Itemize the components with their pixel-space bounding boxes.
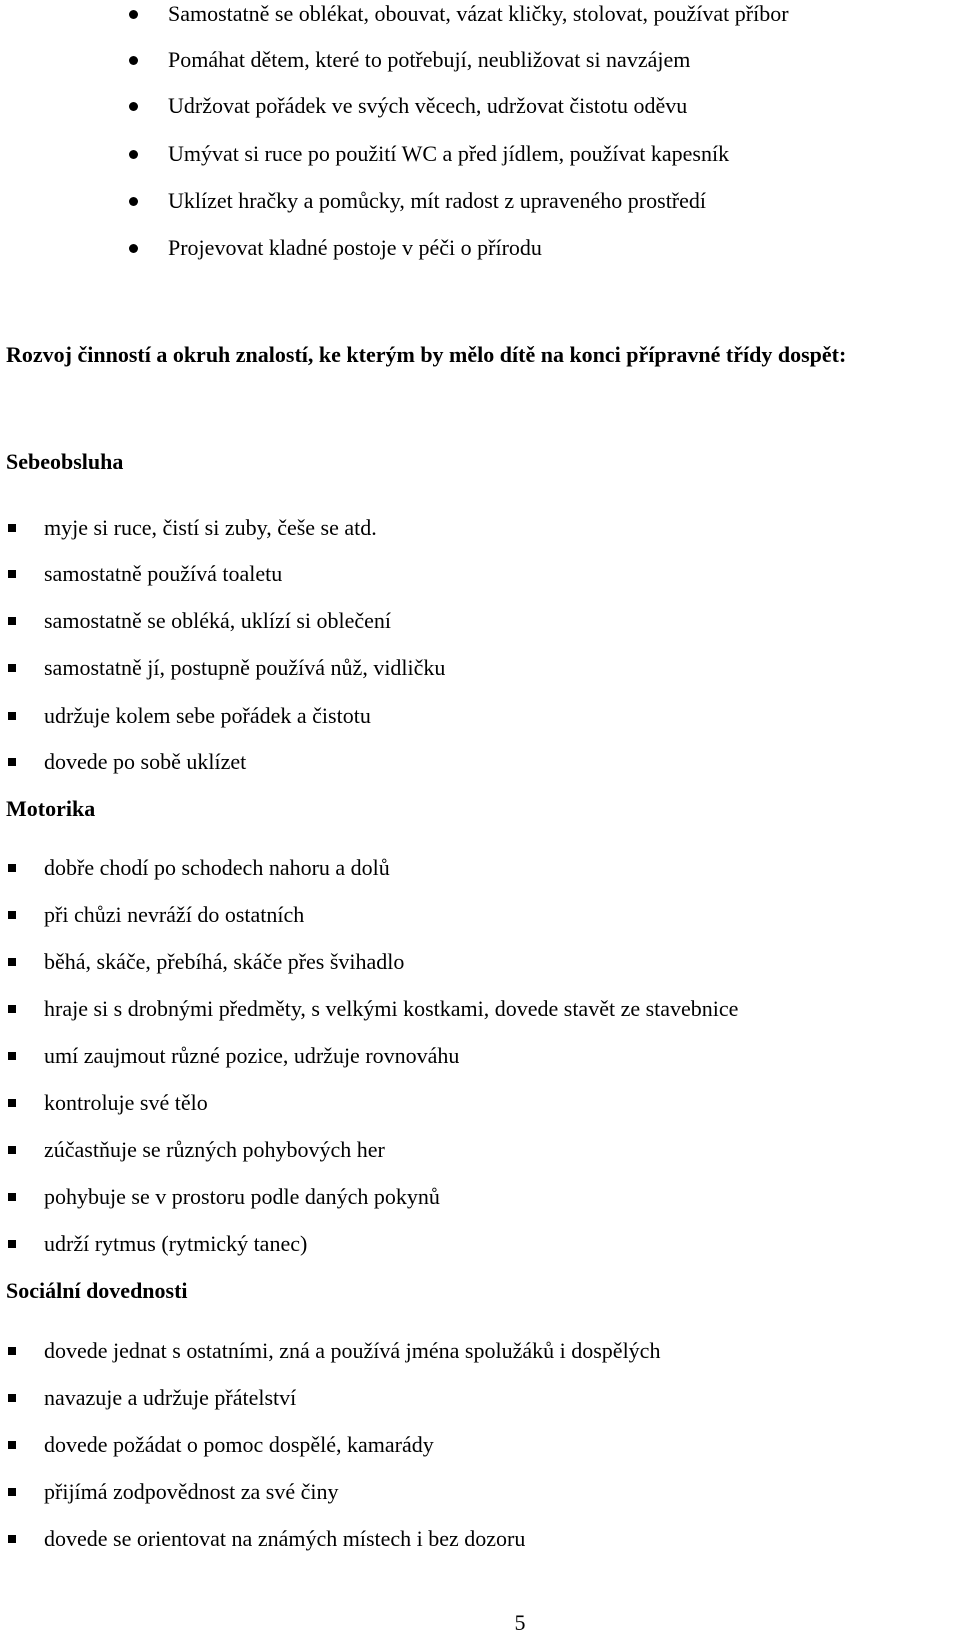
bullet-dot bbox=[129, 150, 138, 159]
bullet-square bbox=[8, 758, 16, 766]
list-item-text: přijímá zodpovědnost za své činy bbox=[44, 1479, 339, 1504]
bullet-dot bbox=[129, 244, 138, 253]
bullet-square bbox=[8, 1394, 16, 1402]
list-item-text: pohybuje se v prostoru podle daných pokynů bbox=[44, 1184, 440, 1209]
bullet-square bbox=[8, 664, 16, 672]
list-item-text: hraje si s drobnými předměty, s velkými kostkami, dovede stavět ze stavebnice bbox=[44, 996, 739, 1021]
list-item-text: udržuje kolem sebe pořádek a čistotu bbox=[44, 703, 371, 728]
list-item-text: myje si ruce, čistí si zuby, češe se atd. bbox=[44, 515, 377, 540]
list-item-text: dovede po sobě uklízet bbox=[44, 749, 247, 774]
bullet-dot bbox=[129, 56, 138, 65]
bullet-square bbox=[8, 524, 16, 532]
list-item-text: Projevovat kladné postoje v péči o přírodu bbox=[168, 235, 542, 260]
list-item-text: udrží rytmus (rytmický tanec) bbox=[44, 1231, 308, 1256]
bullet-dot bbox=[129, 197, 138, 206]
list-item-text: běhá, skáče, přebíhá, skáče přes švihadlo bbox=[44, 949, 405, 974]
bullet-square bbox=[8, 1193, 16, 1201]
list-item-text: Umývat si ruce po použití WC a před jídlem, používat kapesník bbox=[168, 141, 730, 166]
list-item-text: dobře chodí po schodech nahoru a dolů bbox=[44, 855, 390, 880]
list-item-text: dovede požádat o pomoc dospělé, kamarády bbox=[44, 1432, 434, 1457]
list-item-text: samostatně se obléká, uklízí si oblečení bbox=[44, 608, 392, 633]
list-item-text: samostatně jí, postupně používá nůž, vidličku bbox=[44, 655, 446, 680]
list-item-text: umí zaujmout různé pozice, udržuje rovnováhu bbox=[44, 1043, 460, 1068]
bullet-square bbox=[8, 1099, 16, 1107]
bullet-square bbox=[8, 1347, 16, 1355]
bullet-square bbox=[8, 1488, 16, 1496]
bullet-dot bbox=[129, 10, 138, 19]
list-item-text: kontroluje své tělo bbox=[44, 1090, 208, 1115]
list-item-text: navazuje a udržuje přátelství bbox=[44, 1385, 297, 1410]
list-item-text: Uklízet hračky a pomůcky, mít radost z upraveného prostředí bbox=[168, 188, 707, 213]
subsection-title-sebeobsluha: Sebeobsluha bbox=[6, 449, 124, 474]
list-item-text: dovede jednat s ostatními, zná a používá jména spolužáků i dospělých bbox=[44, 1338, 661, 1363]
list-item-text: samostatně používá toaletu bbox=[44, 561, 283, 586]
bullet-square bbox=[8, 958, 16, 966]
list-item-text: zúčastňuje se různých pohybových her bbox=[44, 1137, 385, 1162]
section-heading: Rozvoj činností a okruh znalostí, ke kterým by mělo dítě na konci přípravné třídy dospět: bbox=[6, 342, 847, 367]
bullet-square bbox=[8, 1052, 16, 1060]
list-item-text: při chůzi nevráží do ostatních bbox=[44, 902, 305, 927]
list-item-text: Pomáhat dětem, které to potřebují, neubližovat si navzájem bbox=[168, 47, 691, 72]
bullet-square bbox=[8, 712, 16, 720]
list-item-text: Udržovat pořádek ve svých věcech, udržovat čistotu oděvu bbox=[168, 93, 688, 118]
list-item-text: Samostatně se oblékat, obouvat, vázat kličky, stolovat, používat příbor bbox=[168, 1, 789, 26]
bullet-square bbox=[8, 1441, 16, 1449]
page-number: 5 bbox=[514, 1610, 526, 1635]
bullet-square bbox=[8, 911, 16, 919]
bullet-square bbox=[8, 1005, 16, 1013]
bullet-square bbox=[8, 570, 16, 578]
subsection-title-socialni-dovednosti: Sociální dovednosti bbox=[6, 1278, 188, 1303]
bullet-square bbox=[8, 1240, 16, 1248]
list-item-text: dovede se orientovat na známých místech i bez dozoru bbox=[44, 1526, 526, 1551]
bullet-square bbox=[8, 617, 16, 625]
bullet-square bbox=[8, 864, 16, 872]
bullet-dot bbox=[129, 102, 138, 111]
bullet-square bbox=[8, 1146, 16, 1154]
subsection-title-motorika: Motorika bbox=[6, 796, 96, 821]
bullet-square bbox=[8, 1535, 16, 1543]
